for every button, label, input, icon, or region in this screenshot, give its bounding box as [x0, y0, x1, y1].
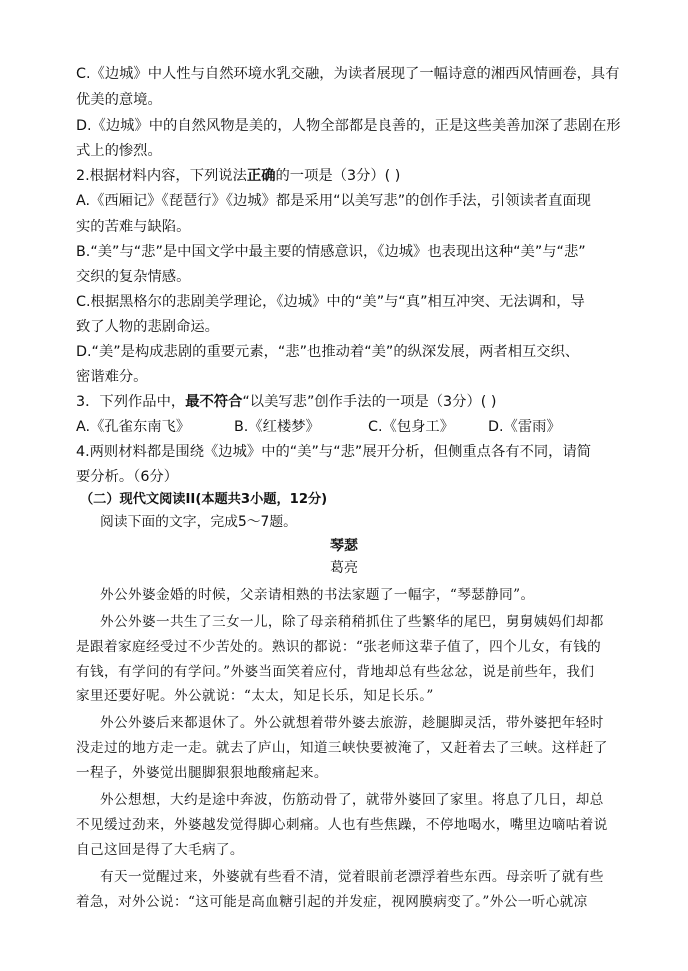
paragraph-2-line: 有钱，有学问的有学问。”外婆当面笑着应付，背地却总有些忿忿，说是前些年，我们 [76, 664, 595, 680]
question-3-stem: 3．下列作品中，最不符合“以美写悲”创作手法的一项是（3分）( ) [76, 394, 497, 410]
paragraph-2-line: 是跟着家庭经受过不少苦处的。熟识的都说：“张老师这辈子值了，四个儿女，有钱的 [76, 639, 602, 655]
q2-option-c-line2: 致了人物的悲剧命运。 [76, 319, 219, 335]
paragraph-3-line: 没走过的地方走一走。就去了庐山，知道三峡快要被淹了，又赶着去了三峡。这样赶了 [76, 740, 608, 756]
paragraph-3-line: 外公外婆后来都退休了。外公就想着带外婆去旅游，趁腿脚灵活，带外婆把年轻时 [100, 715, 604, 731]
q3-option-b: B.《红楼梦》 [234, 419, 320, 435]
q2-option-c-line1: C.根据黑格尔的悲剧美学理论，《边城》中的“美”与“真”相互冲突、无法调和，导 [76, 294, 585, 310]
question-2-stem: 2.根据材料内容，下列说法正确的一项是（3分）( ) [76, 168, 401, 184]
paragraph-4-line: 外公想想，大约是途中奔波，伤筋动骨了，就带外婆回了家里。将息了几日，却总 [100, 792, 604, 808]
paragraph-5-line: 着急，对外公说：“这可能是高血糖引起的并发症，视网膜病变了。”外公一听心就凉 [76, 894, 588, 910]
paragraph-2-line: 外公外婆一共生了三女一儿，除了母亲稍稍抓住了些繁华的尾巴，舅舅姨妈们却都 [100, 614, 604, 630]
paragraph-4-line: 自己这回是得了大毛病了。 [76, 842, 244, 858]
paragraph-2-line: 家里还要好呢。外公就说：“太太，知足长乐，知足长乐。” [76, 688, 434, 704]
reading-instruction: 阅读下面的文字，完成5～7题。 [100, 514, 297, 530]
question-4-line2: 要分析。（6分） [76, 469, 179, 485]
q2-option-d-line2: 密谐难分。 [76, 369, 148, 385]
story-title: 琴瑟 [330, 538, 358, 554]
q2-option-b-line1: B.“美”与“悲”是中国文学中最主要的情感意识，《边城》也表现出这种“美”与“悲” [76, 244, 586, 260]
paragraph-4-line: 不见缓过劲来，外婆越发觉得脚心刺痛。人也有些焦躁，不停地喝水，嘴里边嘀咕着说 [76, 817, 608, 833]
story-author: 葛亮 [330, 560, 358, 576]
question-4-line1: 4.两则材料都是围绕《边城》中的“美”与“悲”展开分析，但侧重点各有不同，请简 [76, 444, 592, 460]
q2-option-d-line1: D.“美”是构成悲剧的重要元素，“悲”也推动着“美”的纵深发展，两者相互交织、 [76, 344, 580, 360]
q2-option-a-line2: 实的苦难与缺陷。 [76, 219, 191, 235]
q3-option-a: A.《孔雀东南飞》 [76, 419, 191, 435]
emphasis-least-fitting: 最不符合 [185, 394, 243, 410]
paragraph-1-line: 外公外婆金婚的时候，父亲请相熟的书法家题了一幅字，“琴瑟静同”。 [100, 587, 535, 603]
q1-option-c-line1: C.《边城》中人性与自然环境水乳交融，为读者展现了一幅诗意的湘西风情画卷，具有 [76, 66, 620, 82]
q3-option-d: D.《雷雨》 [488, 419, 561, 435]
paragraph-3-line: 一程子，外婆觉出腿脚狠狠地酸痛起来。 [76, 765, 328, 781]
paragraph-5-line: 有天一觉醒过来，外婆就有些看不清，觉着眼前老漂浮着些东西。母亲听了就有些 [100, 869, 604, 885]
q1-option-d-line2: 式上的惨烈。 [76, 143, 162, 159]
section-heading: （二）现代文阅读II(本题共3小题，12分) [80, 492, 328, 507]
q3-option-c: C.《包身工》 [368, 419, 455, 435]
emphasis-correct: 正确 [246, 168, 276, 184]
q2-option-b-line2: 交织的复杂情感。 [76, 269, 191, 285]
q2-option-a-line1: A.《西厢记》《琵琶行》《边城》都是采用“以美写悲”的创作手法，引领读者直面现 [76, 193, 591, 209]
q1-option-d-line1: D.《边城》中的自然风物是美的，人物全部都是良善的，正是这些美善加深了悲剧在形 [76, 118, 621, 134]
q1-option-c-line2: 优美的意境。 [76, 92, 162, 108]
